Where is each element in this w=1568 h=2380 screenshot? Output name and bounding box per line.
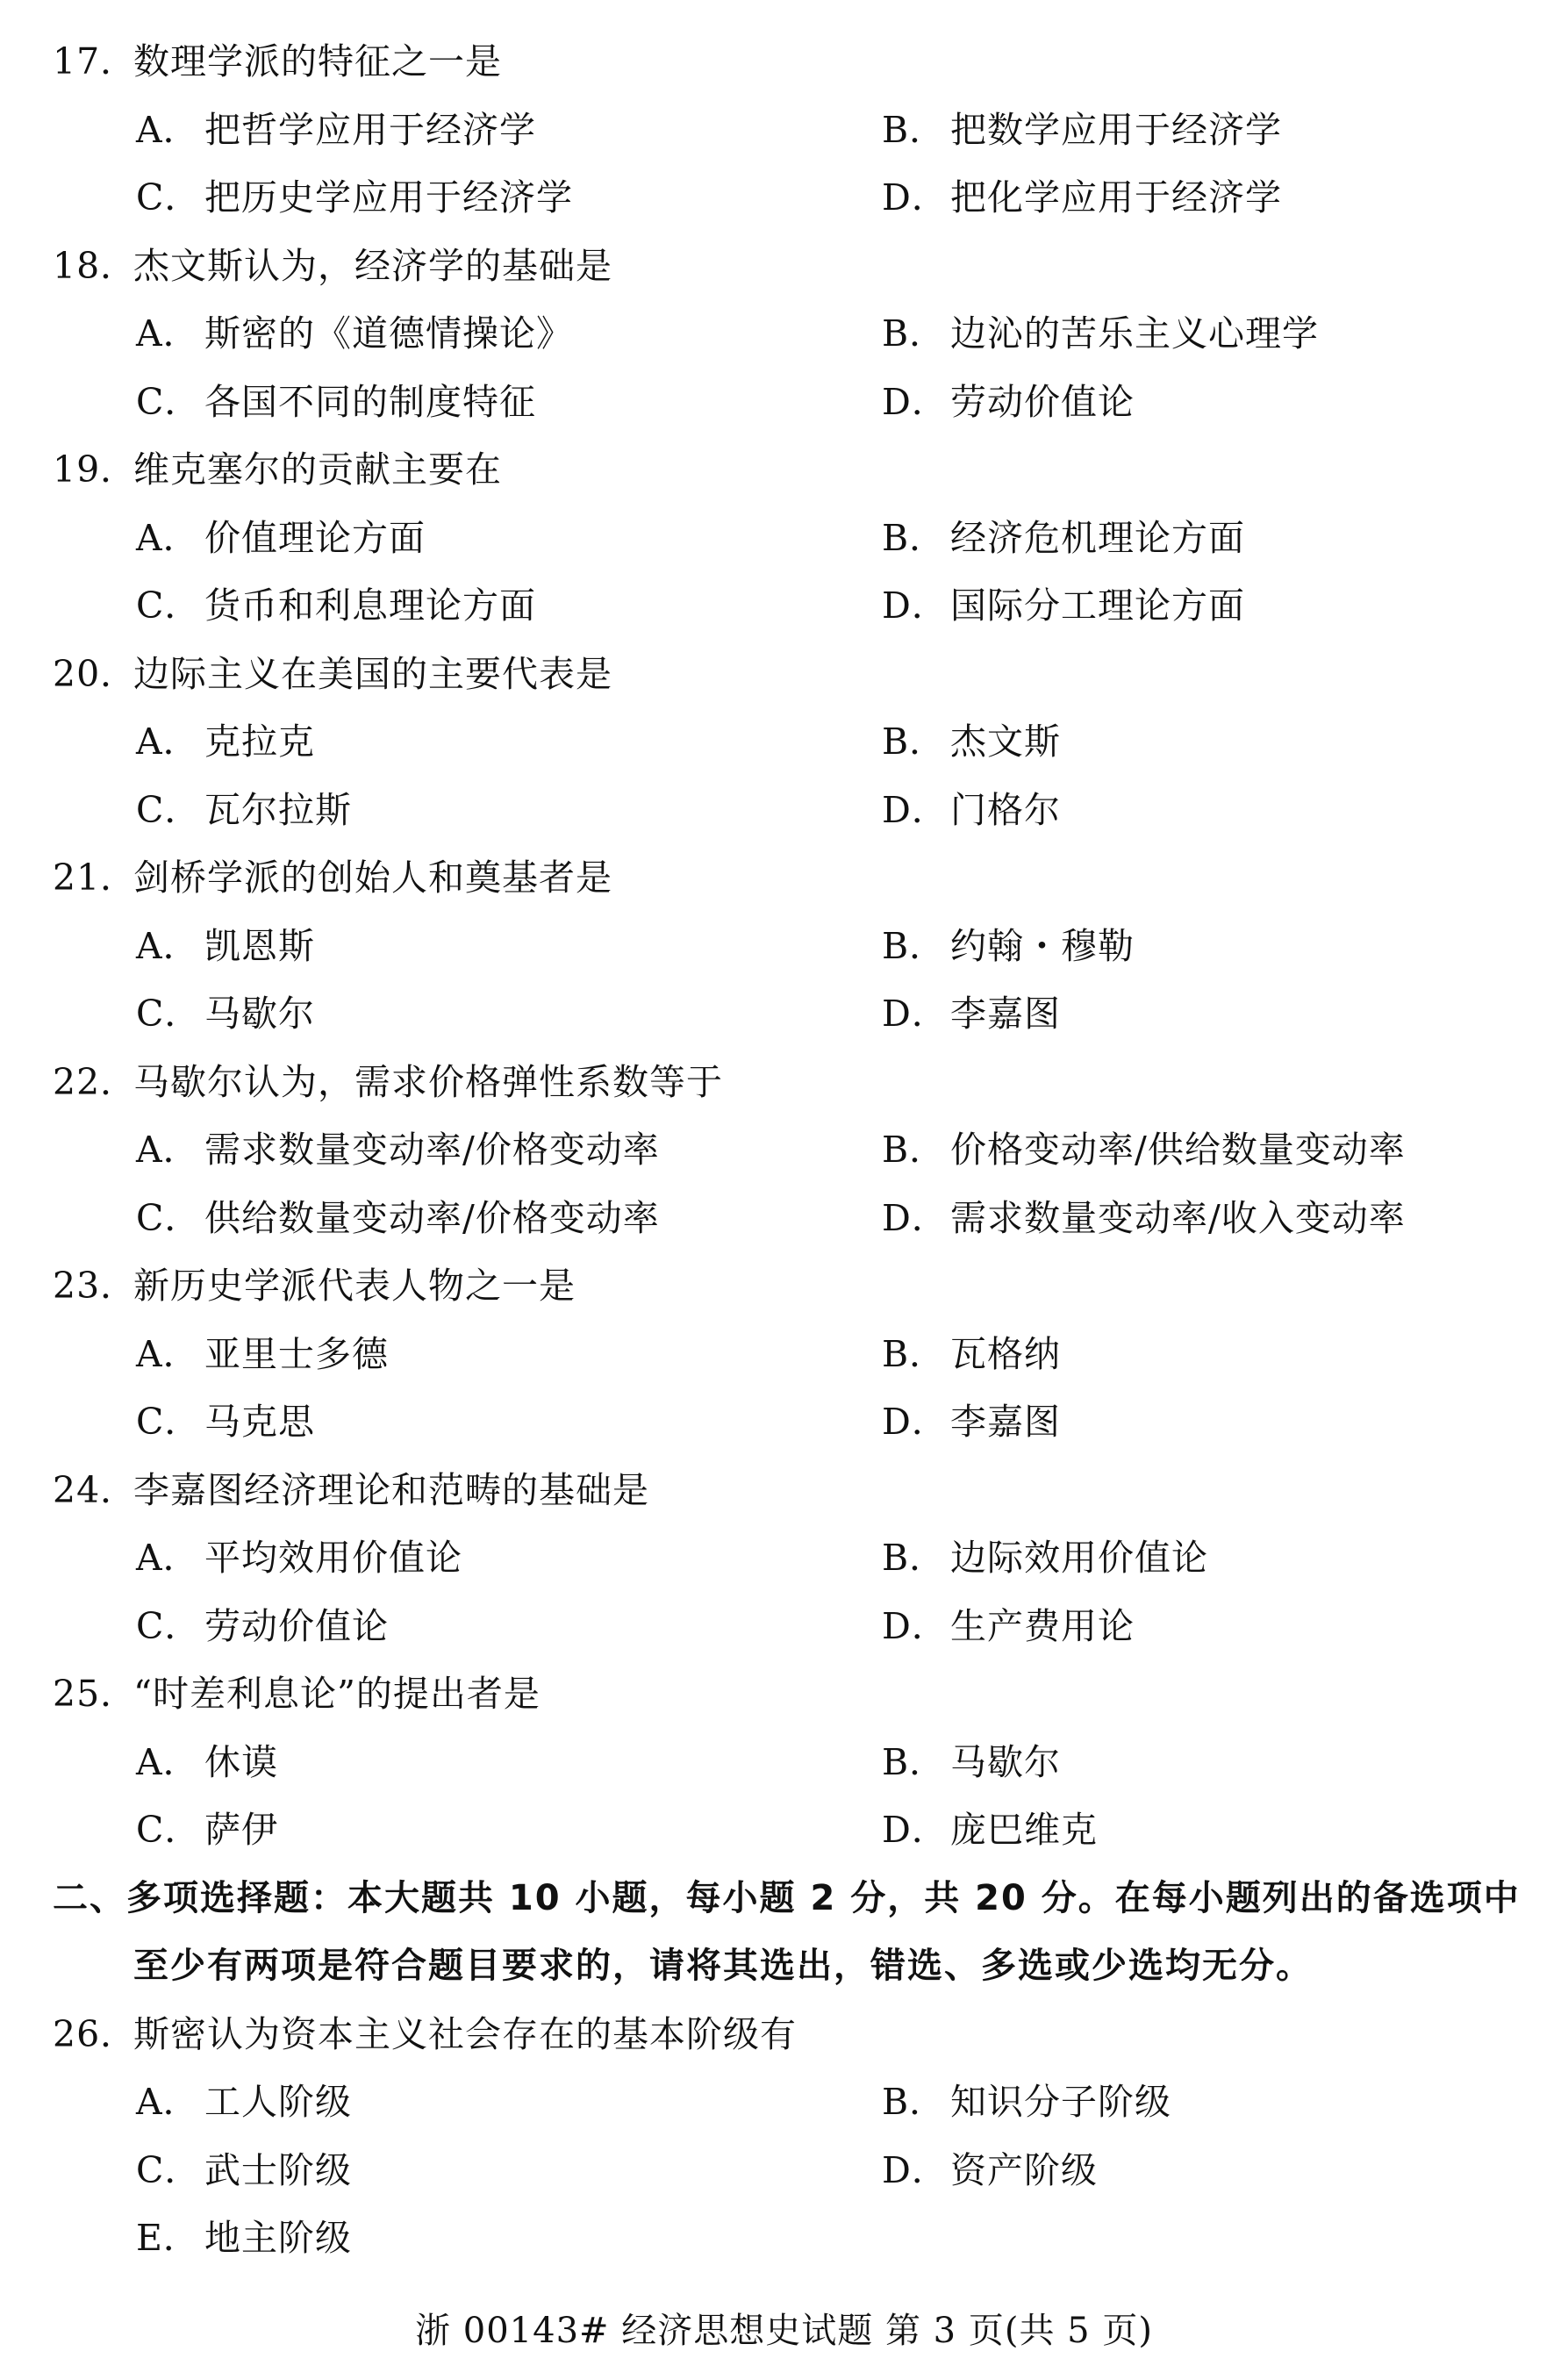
option-letter: D． [882, 584, 949, 627]
question-text: 新历史学派代表人物之一是 [133, 1265, 576, 1307]
answer-option [882, 1195, 1406, 1241]
answer-option [882, 1535, 1208, 1581]
answer-option [136, 1807, 278, 1853]
option-letter: B． [882, 1537, 947, 1579]
option-letter: D． [882, 176, 949, 219]
option-letter: A． [136, 720, 200, 763]
option-text: 马歇尔 [950, 1740, 1061, 1783]
question-stem [53, 1059, 723, 1105]
option-letter: D． [882, 993, 949, 1035]
question-stem [53, 855, 612, 900]
answer-option [882, 583, 1245, 628]
option-letter: E． [136, 2217, 200, 2259]
option-letter: A． [136, 924, 200, 967]
option-text: 斯密的《道德情操论》 [204, 312, 573, 355]
answer-option [882, 787, 1061, 833]
answer-option [882, 991, 1061, 1036]
question-text: 李嘉图经济理论和范畴的基础是 [133, 1468, 649, 1511]
question-stem [53, 651, 612, 697]
answer-option [136, 719, 315, 764]
option-letter: D． [882, 1401, 949, 1443]
option-text: 武士阶级 [204, 2148, 352, 2191]
option-text: 马克思 [204, 1401, 315, 1443]
question-text: 数理学派的特征之一是 [133, 40, 502, 82]
option-letter: B． [882, 924, 947, 967]
option-text: 李嘉图 [950, 993, 1061, 1035]
option-letter: D． [882, 1604, 949, 1647]
answer-option [136, 923, 315, 969]
question-number: 25． [53, 1673, 138, 1715]
question-stem [53, 243, 612, 289]
answer-option [882, 1399, 1061, 1444]
answer-option [136, 1535, 462, 1581]
option-letter: A． [136, 1740, 200, 1783]
question-text: 马歇尔认为，需求价格弹性系数等于 [133, 1060, 723, 1103]
option-letter: C． [136, 1604, 202, 1647]
question-stem [53, 1671, 541, 1717]
answer-option [136, 1399, 315, 1444]
question-text: 维克塞尔的贡献主要在 [133, 448, 502, 491]
option-letter: C． [136, 2148, 202, 2191]
option-text: 平均效用价值论 [204, 1537, 462, 1579]
question-number: 17． [53, 40, 138, 82]
option-letter: B． [882, 1332, 947, 1375]
answer-option [136, 379, 536, 425]
option-letter: C． [136, 993, 202, 1035]
option-text: 把历史学应用于经济学 [204, 176, 573, 219]
answer-option [882, 175, 1282, 220]
option-text: 萨伊 [204, 1809, 278, 1851]
answer-option [882, 2079, 1171, 2125]
option-text: 需求数量变动率/价格变动率 [204, 1129, 660, 1171]
option-text: 供给数量变动率/价格变动率 [204, 1196, 660, 1239]
answer-option [136, 1603, 389, 1649]
section-instructions: 至少有两项是符合题目要求的，请将其选出，错选、多选或少选均无分。 [133, 1946, 1313, 1986]
option-letter: A． [136, 312, 200, 355]
option-text: 马歇尔 [204, 993, 315, 1035]
question-number: 20． [53, 652, 138, 695]
question-number: 24． [53, 1468, 138, 1511]
answer-option [882, 515, 1245, 561]
question-stem [53, 1263, 576, 1308]
option-text: 知识分子阶级 [950, 2081, 1171, 2123]
answer-option [882, 107, 1282, 153]
option-text: 把哲学应用于经济学 [204, 108, 536, 151]
answer-option [882, 719, 1061, 764]
option-letter: C． [136, 380, 202, 423]
question-text: 边际主义在美国的主要代表是 [133, 652, 612, 695]
answer-option [136, 787, 352, 833]
option-text: 边沁的苦乐主义心理学 [950, 312, 1319, 355]
question-stem [53, 2011, 797, 2057]
option-text: 门格尔 [950, 788, 1061, 831]
answer-option [136, 2147, 352, 2193]
option-letter: D． [882, 380, 949, 423]
option-text: 价格变动率/供给数量变动率 [950, 1129, 1406, 1171]
option-text: 李嘉图 [950, 1401, 1061, 1443]
answer-option [882, 2147, 1098, 2193]
option-letter: D． [882, 2148, 949, 2191]
answer-option [882, 923, 1135, 969]
question-text: “时差利息论”的提出者是 [133, 1673, 541, 1715]
option-letter: B． [882, 108, 947, 151]
option-text: 生产费用论 [950, 1604, 1135, 1647]
question-number: 23． [53, 1265, 138, 1307]
option-letter: B． [882, 516, 947, 559]
option-letter: C． [136, 176, 202, 219]
option-text: 工人阶级 [204, 2081, 352, 2123]
option-letter: B． [882, 312, 947, 355]
answer-option [136, 1195, 660, 1241]
answer-option [136, 175, 573, 220]
option-letter: C． [136, 1196, 202, 1239]
option-text: 凯恩斯 [204, 924, 315, 967]
option-letter: A． [136, 516, 200, 559]
option-text: 庞巴维克 [950, 1809, 1098, 1851]
option-text: 把数学应用于经济学 [950, 108, 1282, 151]
question-number: 19． [53, 448, 138, 491]
question-number: 21． [53, 857, 138, 899]
answer-option [136, 515, 426, 561]
question-text: 剑桥学派的创始人和奠基者是 [133, 857, 612, 899]
option-text: 需求数量变动率/收入变动率 [950, 1196, 1406, 1239]
answer-option [136, 2079, 352, 2125]
option-text: 瓦尔拉斯 [204, 788, 352, 831]
answer-option [136, 107, 536, 153]
option-text: 经济危机理论方面 [950, 516, 1245, 559]
option-text: 杰文斯 [950, 720, 1061, 763]
page-footer: 浙 00143# 经济思想史试题 第 3 页(共 5 页) [415, 2311, 1153, 2351]
question-stem [53, 39, 502, 84]
answer-option [882, 1127, 1406, 1172]
option-letter: B． [882, 1740, 947, 1783]
question-stem [53, 1467, 649, 1513]
question-stem [53, 447, 502, 492]
answer-option [882, 379, 1135, 425]
option-text: 克拉克 [204, 720, 315, 763]
option-text: 地主阶级 [204, 2217, 352, 2259]
option-letter: A． [136, 2081, 200, 2123]
answer-option [136, 1127, 660, 1172]
question-text: 杰文斯认为，经济学的基础是 [133, 244, 612, 287]
option-letter: A． [136, 1129, 200, 1171]
section-heading: 二、多项选择题：本大题共 10 小题，每小题 2 分，共 20 分。在每小题列出的备选项中 [53, 1877, 1521, 1918]
option-text: 把化学应用于经济学 [950, 176, 1282, 219]
option-letter: C． [136, 584, 202, 627]
question-number: 18． [53, 244, 138, 287]
answer-option [136, 991, 315, 1036]
answer-option [882, 1807, 1098, 1853]
option-letter: B． [882, 1129, 947, 1171]
question-text: 斯密认为资本主义社会存在的基本阶级有 [133, 2012, 797, 2055]
option-text: 约翰・穆勒 [950, 924, 1135, 967]
question-number: 26． [53, 2012, 138, 2055]
option-text: 瓦格纳 [950, 1332, 1061, 1375]
option-text: 国际分工理论方面 [950, 584, 1245, 627]
answer-option [136, 311, 573, 356]
option-text: 货币和利息理论方面 [204, 584, 536, 627]
answer-option [882, 1331, 1061, 1377]
option-letter: D． [882, 1196, 949, 1239]
answer-option [136, 1331, 389, 1377]
option-letter: C． [136, 1401, 202, 1443]
answer-option [882, 311, 1319, 356]
option-letter: B． [882, 2081, 947, 2123]
option-letter: A． [136, 1332, 200, 1375]
answer-option [136, 1739, 278, 1785]
option-text: 各国不同的制度特征 [204, 380, 536, 423]
option-text: 劳动价值论 [950, 380, 1135, 423]
option-letter: C． [136, 1809, 202, 1851]
answer-option [882, 1603, 1135, 1649]
question-number: 22． [53, 1060, 138, 1103]
option-text: 劳动价值论 [204, 1604, 389, 1647]
option-text: 休谟 [204, 1740, 278, 1783]
answer-option [136, 583, 536, 628]
option-letter: A． [136, 1537, 200, 1579]
answer-option [882, 1739, 1061, 1785]
option-letter: A． [136, 108, 200, 151]
option-text: 资产阶级 [950, 2148, 1098, 2191]
option-letter: B． [882, 720, 947, 763]
option-letter: D． [882, 788, 949, 831]
option-text: 边际效用价值论 [950, 1537, 1208, 1579]
option-text: 价值理论方面 [204, 516, 426, 559]
option-letter: C． [136, 788, 202, 831]
answer-option [136, 2215, 352, 2261]
option-letter: D． [882, 1809, 949, 1851]
option-text: 亚里士多德 [204, 1332, 389, 1375]
